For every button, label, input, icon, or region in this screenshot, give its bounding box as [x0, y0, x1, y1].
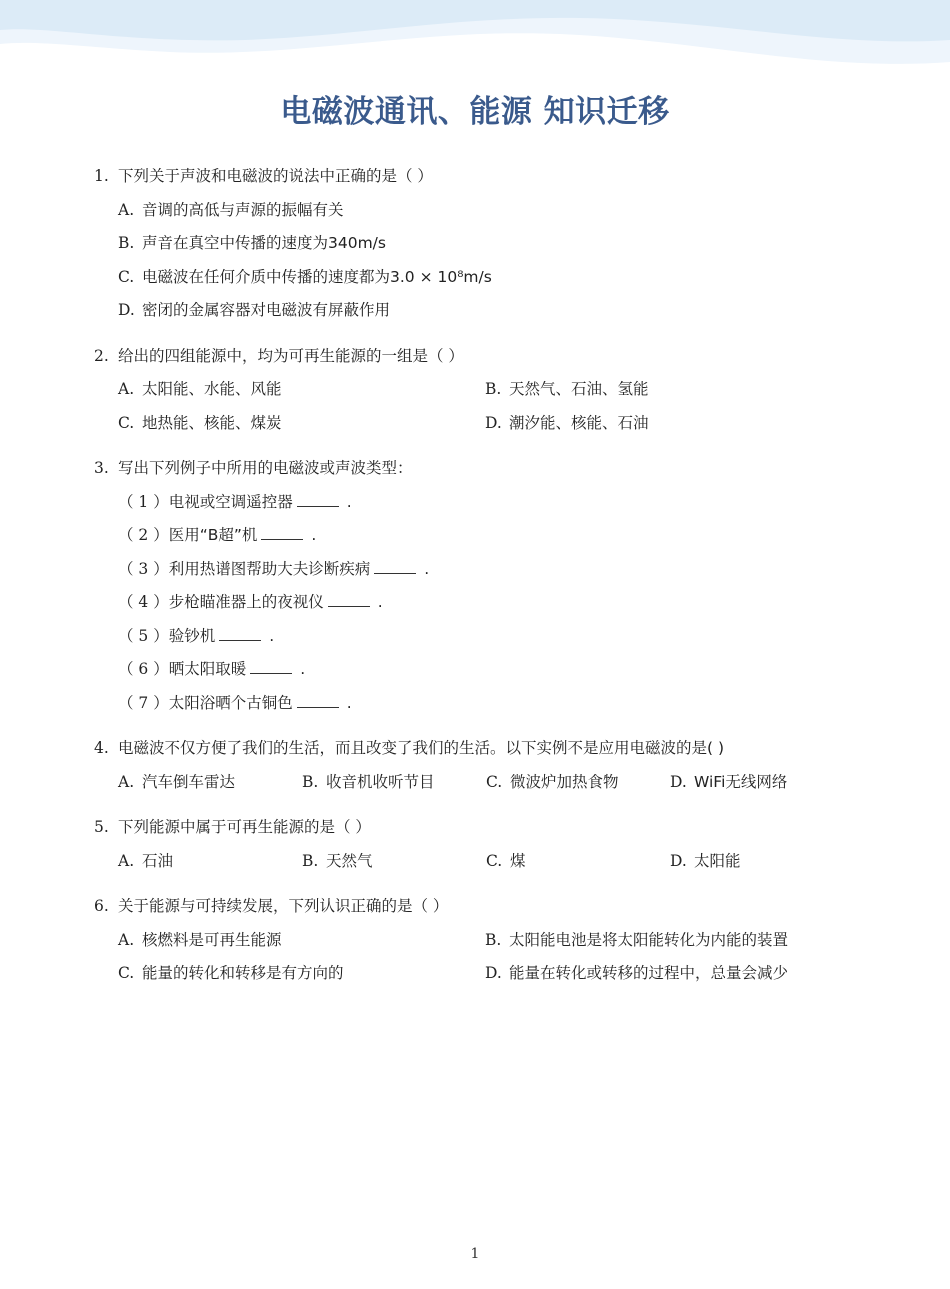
- option-text: 潮汐能、核能、石油: [509, 413, 649, 432]
- option-letter: D.: [485, 413, 502, 432]
- option-letter: C.: [118, 964, 135, 982]
- question-number: 6.: [94, 897, 109, 915]
- sub-question-text: 验钞机: [168, 626, 216, 645]
- sub-question-number: （ 2 ）: [118, 526, 169, 544]
- option-text: 太阳能、水能、风能: [142, 380, 282, 398]
- sub-question-text: 步枪瞄准器上的夜视仪: [168, 593, 324, 611]
- question-6: [94, 890, 854, 991]
- answer-blank[interactable]: [261, 525, 303, 540]
- option-letter: C.: [486, 772, 503, 791]
- option-text: 天然气: [326, 851, 373, 870]
- option-c[interactable]: [486, 845, 670, 879]
- question-number: 2.: [94, 346, 109, 365]
- question-stem: [94, 811, 854, 845]
- question-number: 5.: [94, 818, 109, 836]
- option-letter: A.: [118, 930, 135, 949]
- option-c[interactable]: [486, 766, 670, 800]
- option-letter: D.: [670, 772, 687, 791]
- option-text: 汽车倒车雷达: [142, 772, 236, 791]
- option-text: 天然气、石油、氢能: [509, 380, 649, 398]
- question-4: [94, 732, 854, 799]
- option-text: 太阳能电池是将太阳能转化为内能的装置: [509, 930, 789, 949]
- option-row: [94, 407, 854, 441]
- option-text: 微波炉加热食物: [510, 772, 619, 791]
- option-c[interactable]: [118, 407, 485, 441]
- question-number: 3.: [94, 459, 109, 477]
- option-row: [94, 766, 854, 800]
- question-number: 4.: [94, 739, 109, 757]
- question-text: 下列关于声波和电磁波的说法中正确的是（ ）: [118, 167, 433, 185]
- option-a[interactable]: [118, 194, 854, 228]
- question-5: [94, 811, 854, 878]
- option-text: 太阳能: [694, 851, 741, 870]
- option-letter: B.: [302, 772, 319, 791]
- option-row: [94, 261, 854, 295]
- option-text: 煤: [510, 851, 526, 870]
- question-stem: [94, 340, 854, 374]
- option-text: 电磁波在任何介质中传播的速度都为3.0 × 10⁸m/s: [142, 267, 492, 286]
- option-d[interactable]: [485, 957, 852, 991]
- option-letter: D.: [485, 964, 502, 982]
- sub-question-1: [94, 486, 854, 520]
- answer-blank[interactable]: [297, 492, 339, 507]
- option-a[interactable]: [118, 924, 485, 958]
- option-row: [94, 194, 854, 228]
- sub-question-6: [94, 653, 854, 687]
- option-letter: B.: [302, 851, 319, 870]
- sub-question-end: .: [311, 526, 317, 544]
- sub-question-end: .: [346, 492, 352, 511]
- sub-question-end: .: [377, 593, 383, 611]
- answer-blank[interactable]: [219, 626, 261, 641]
- question-text: 给出的四组能源中，均为可再生能源的一组是（ ）: [118, 346, 464, 365]
- question-3: [94, 452, 854, 720]
- option-b[interactable]: [302, 766, 486, 800]
- option-letter: C.: [486, 851, 503, 870]
- sub-question-text: 电视或空调遥控器: [168, 492, 293, 511]
- answer-blank[interactable]: [250, 659, 292, 674]
- option-row: [94, 845, 854, 879]
- sub-question-number: （ 4 ）: [118, 593, 169, 611]
- option-letter: C.: [118, 413, 135, 432]
- option-a[interactable]: [118, 373, 485, 407]
- question-2: [94, 340, 854, 441]
- answer-blank[interactable]: [297, 693, 339, 708]
- option-letter: C.: [118, 267, 135, 286]
- page-number: 1: [470, 1246, 480, 1262]
- option-row: [94, 924, 854, 958]
- sub-question-number: （ 6 ）: [118, 660, 169, 678]
- sub-question-end: .: [346, 693, 352, 712]
- question-text: 写出下列例子中所用的电磁波或声波类型：: [118, 459, 413, 477]
- option-d[interactable]: [670, 845, 854, 879]
- option-text: 核燃料是可再生能源: [142, 930, 282, 949]
- option-c[interactable]: [118, 261, 854, 295]
- header-wave-decoration: [0, 0, 950, 80]
- question-number: 1.: [94, 167, 109, 185]
- option-row: [94, 373, 854, 407]
- question-stem: [94, 160, 854, 194]
- question-text: 关于能源与可持续发展，下列认识正确的是（ ）: [118, 897, 449, 915]
- option-b[interactable]: [485, 373, 852, 407]
- option-letter: D.: [118, 301, 135, 319]
- question-stem: [94, 732, 854, 766]
- sub-question-text: 医用“B超”机: [168, 526, 258, 544]
- question-text: 下列能源中属于可再生能源的是（ ）: [118, 818, 371, 836]
- sub-question-number: （ 7 ）: [118, 693, 169, 712]
- sub-question-end: .: [424, 559, 430, 578]
- sub-question-2: [94, 519, 854, 553]
- page-title: 电磁波通讯、能源 知识迁移: [280, 94, 670, 130]
- sub-question-end: .: [300, 660, 306, 678]
- option-letter: A.: [118, 851, 135, 870]
- sub-question-5: [94, 620, 854, 654]
- option-d[interactable]: [118, 294, 854, 328]
- option-a[interactable]: [118, 766, 302, 800]
- question-list: [94, 160, 854, 1003]
- option-letter: B.: [118, 234, 135, 252]
- sub-question-text: 利用热谱图帮助大夫诊断疾病: [168, 559, 371, 578]
- option-text: 声音在真空中传播的速度为340m/s: [142, 234, 386, 252]
- option-letter: A.: [118, 200, 135, 219]
- option-text: WiFi无线网络: [694, 772, 788, 791]
- option-text: 密闭的金属容器对电磁波有屏蔽作用: [142, 301, 391, 319]
- option-b[interactable]: [485, 924, 852, 958]
- option-letter: B.: [485, 930, 502, 949]
- option-text: 地热能、核能、煤炭: [142, 413, 282, 432]
- option-text: 收音机收听节目: [326, 772, 435, 791]
- answer-blank[interactable]: [374, 559, 416, 574]
- question-stem: [94, 890, 854, 924]
- option-text: 能量的转化和转移是有方向的: [142, 964, 344, 982]
- option-d[interactable]: [485, 407, 852, 441]
- sub-question-number: （ 5 ）: [118, 626, 169, 645]
- sub-question-3: [94, 553, 854, 587]
- option-b[interactable]: [302, 845, 486, 879]
- question-1: [94, 160, 854, 328]
- option-a[interactable]: [118, 845, 302, 879]
- option-row: [94, 227, 854, 261]
- option-text: 能量在转化或转移的过程中，总量会减少: [509, 964, 789, 982]
- option-c[interactable]: [118, 957, 485, 991]
- option-letter: A.: [118, 772, 135, 791]
- sub-question-4: [94, 586, 854, 620]
- option-row: [94, 294, 854, 328]
- option-b[interactable]: [118, 227, 854, 261]
- sub-question-7: [94, 687, 854, 721]
- sub-question-text: 晒太阳取暖: [168, 660, 247, 678]
- question-text: 电磁波不仅方便了我们的生活，而且改变了我们的生活。以下实例不是应用电磁波的是( ): [118, 739, 725, 757]
- option-text: 音调的高低与声源的振幅有关: [142, 200, 344, 219]
- option-letter: B.: [485, 380, 502, 398]
- sub-question-end: .: [269, 626, 275, 645]
- question-stem: [94, 452, 854, 486]
- option-d[interactable]: [670, 766, 854, 800]
- option-row: [94, 957, 854, 991]
- option-letter: D.: [670, 851, 687, 870]
- answer-blank[interactable]: [328, 592, 370, 607]
- option-text: 石油: [142, 851, 174, 870]
- option-letter: A.: [118, 380, 135, 398]
- sub-question-number: （ 1 ）: [118, 492, 169, 511]
- sub-question-text: 太阳浴晒个古铜色: [168, 693, 293, 712]
- sub-question-number: （ 3 ）: [118, 559, 169, 578]
